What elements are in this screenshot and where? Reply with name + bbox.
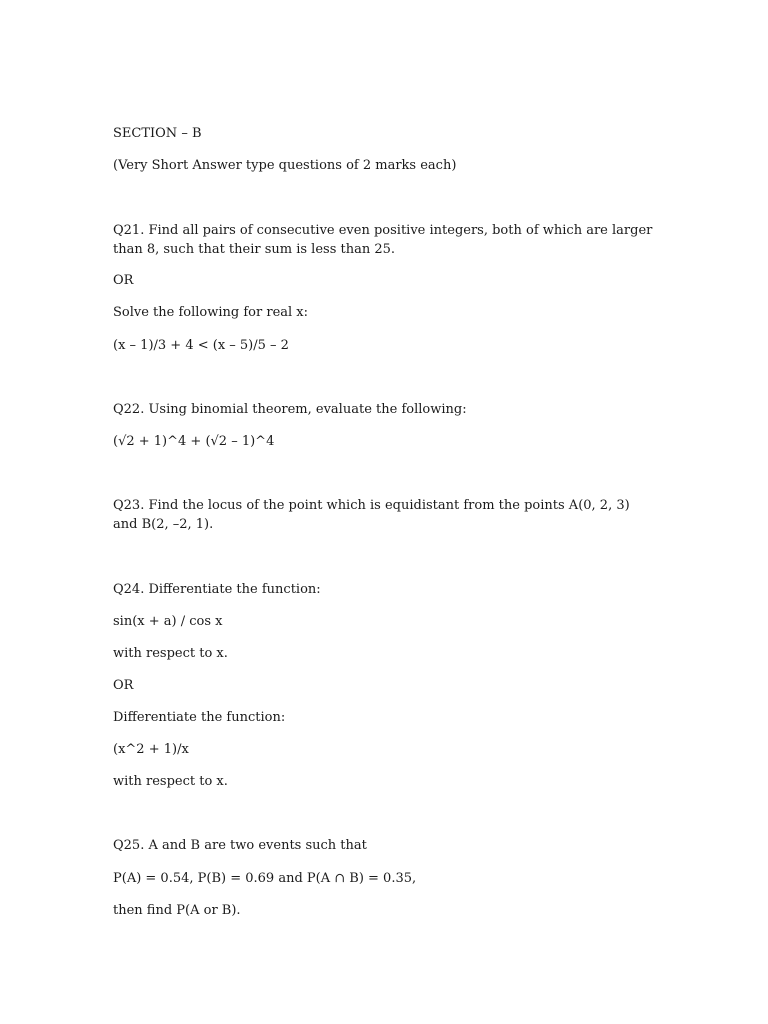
section-title: SECTION – B: [113, 126, 202, 141]
q25-given: P(A) = 0.54, P(B) = 0.69 and P(A ∩ B) = 0.35,: [113, 871, 417, 886]
q24-or-label: OR: [113, 678, 134, 693]
q21-alt-prompt: Solve the following for real x:: [113, 305, 309, 320]
q21-or-label: OR: [113, 273, 134, 288]
q25-text: Q25. A and B are two events such that: [113, 838, 367, 853]
q24-expression: sin(x + a) / cos x: [113, 614, 223, 629]
section-subtitle: (Very Short Answer type questions of 2 marks each): [113, 158, 457, 173]
q21-text: Q21. Find all pairs of consecutive even positive integers, both of which are larger than 8, such that their sum is less than 25.: [113, 223, 657, 257]
q24-suffix: with respect to x.: [113, 646, 228, 661]
q22-text: Q22. Using binomial theorem, evaluate the following:: [113, 402, 467, 417]
q21-alt-expression: (x – 1)/3 + 4 < (x – 5)/5 – 2: [113, 338, 289, 353]
q23-text: Q23. Find the locus of the point which is equidistant from the points A(0, 2, 3) and B(2, –2, 1).: [113, 498, 634, 532]
q22-expression: (√2 + 1)^4 + (√2 – 1)^4: [113, 434, 275, 449]
q24-alt-suffix: with respect to x.: [113, 774, 228, 789]
q24-alt-expression: (x^2 + 1)/x: [113, 742, 189, 757]
q24-alt-prompt: Differentiate the function:: [113, 710, 286, 725]
q24-text: Q24. Differentiate the function:: [113, 582, 321, 597]
q25-ask: then find P(A or B).: [113, 903, 241, 918]
